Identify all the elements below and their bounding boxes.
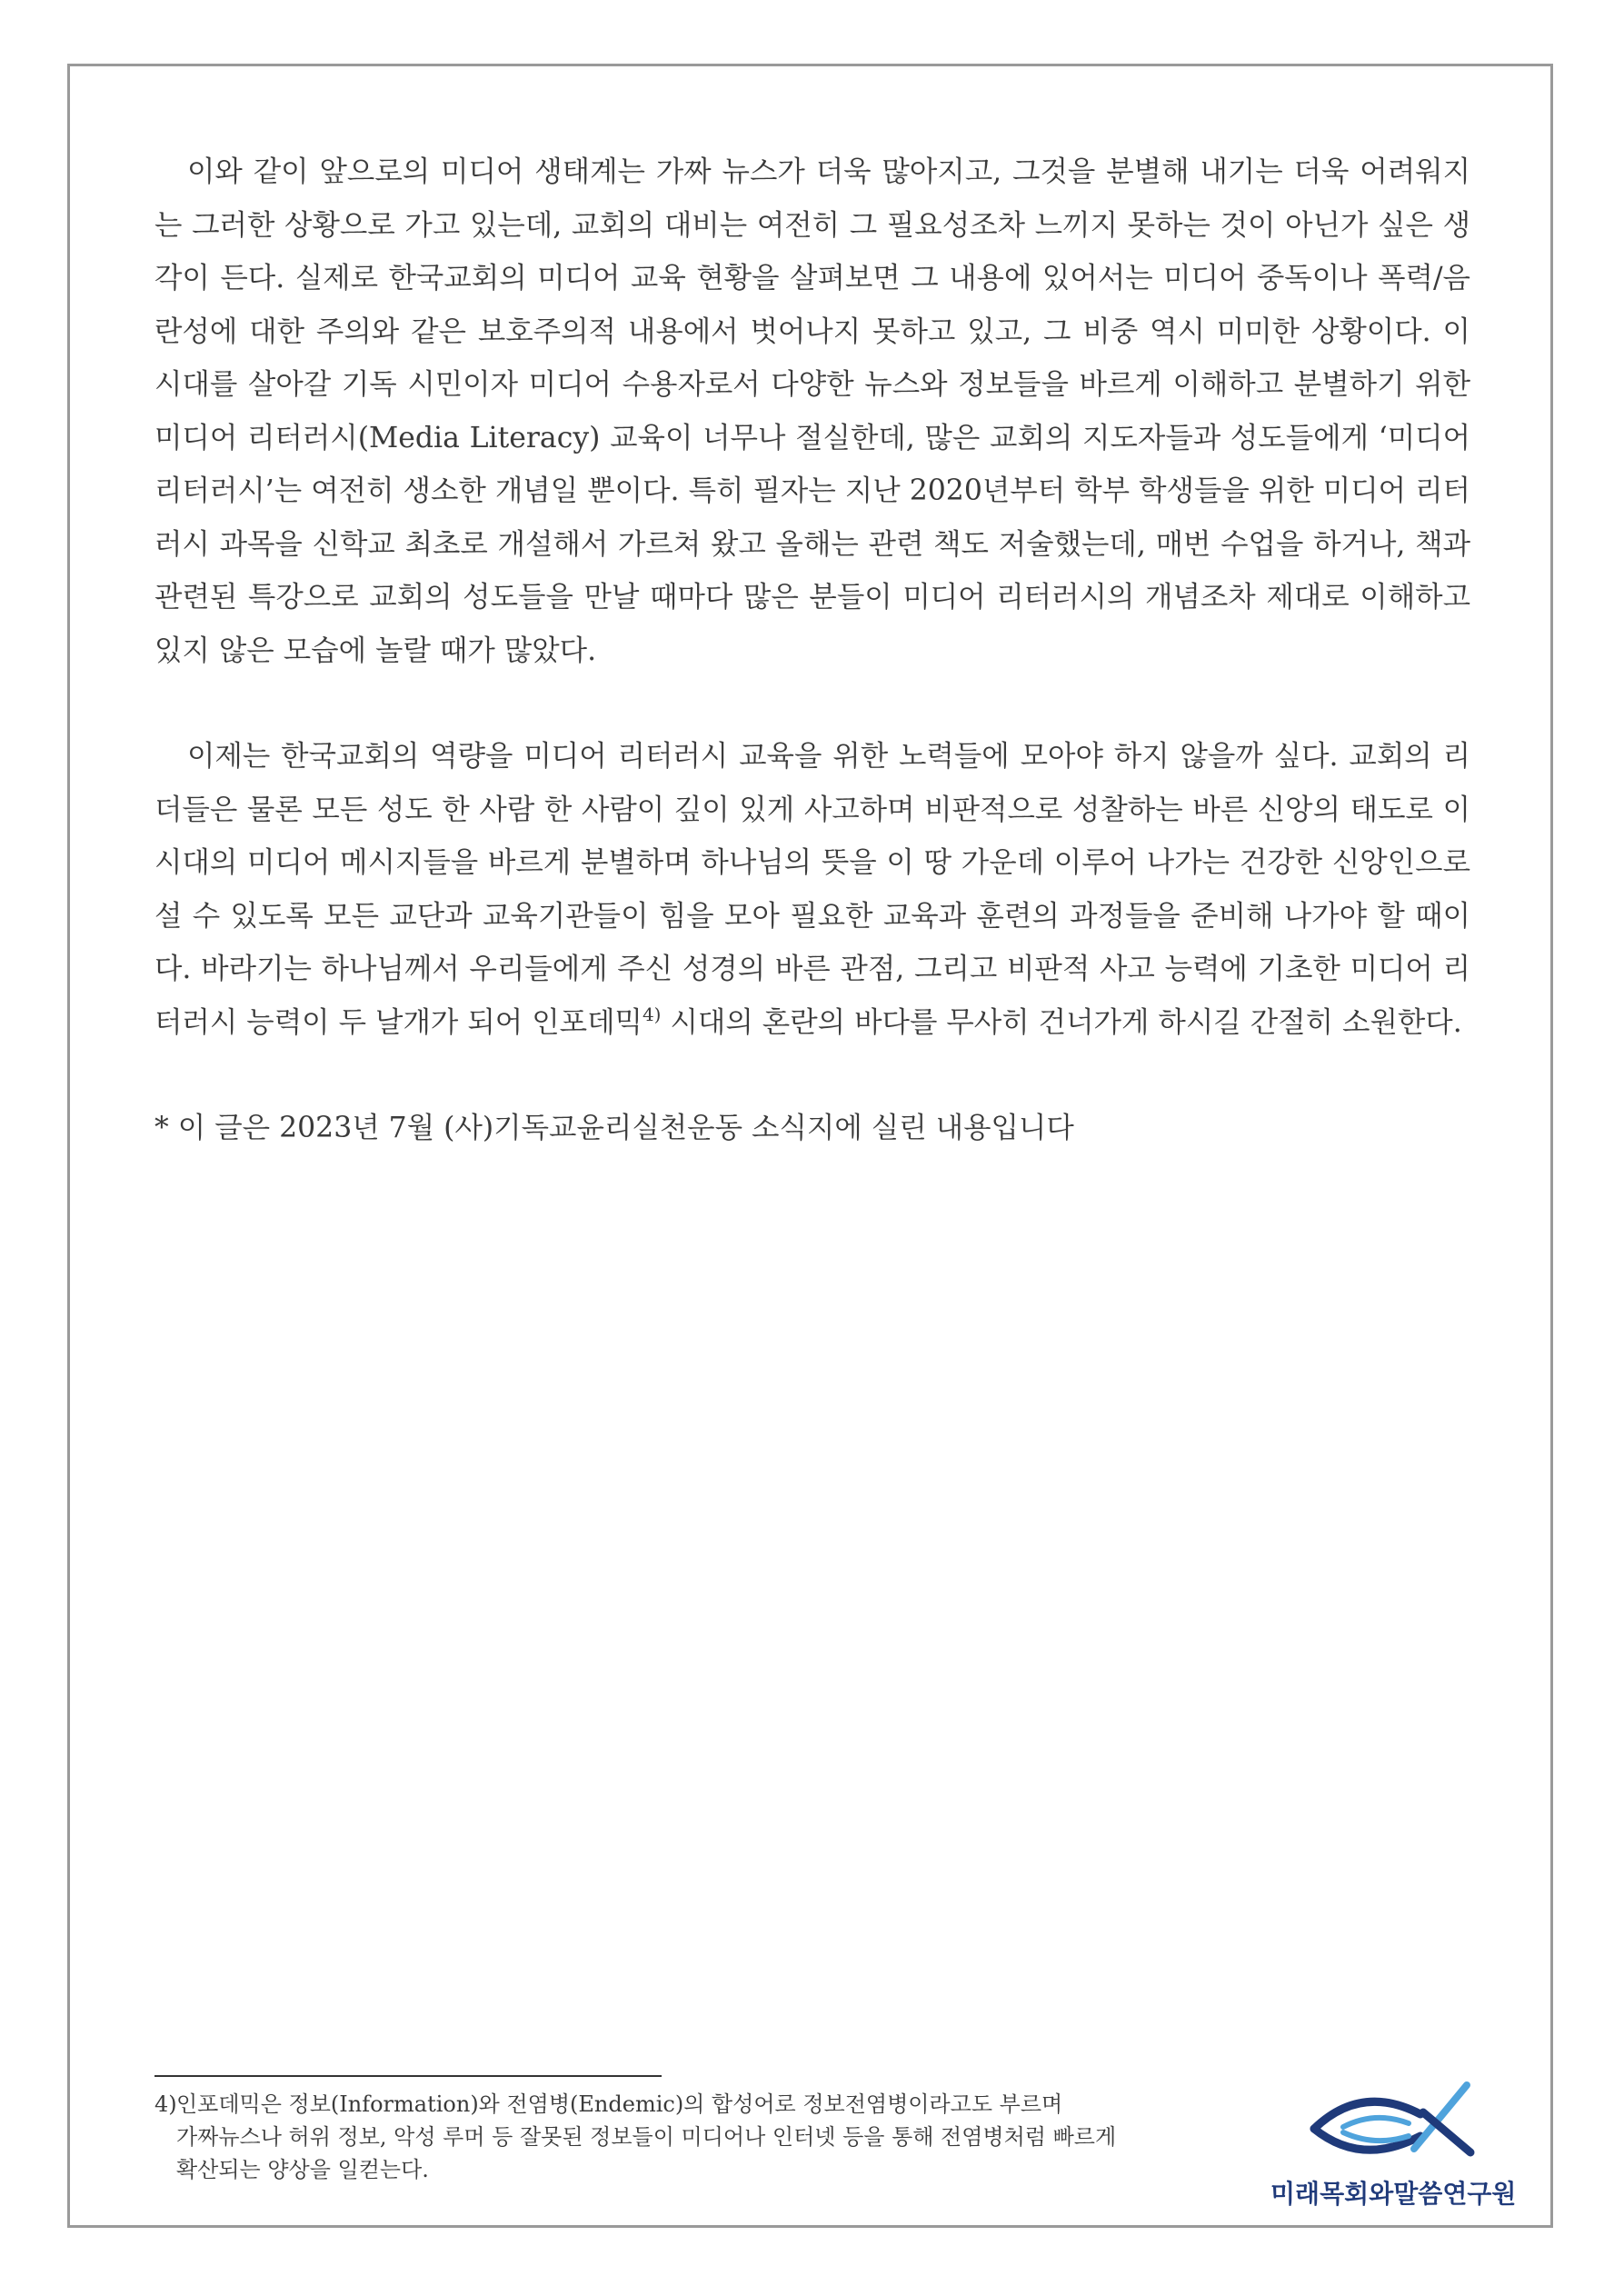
source-note: * 이 글은 2023년 7월 (사)기독교윤리실천운동 소식지에 실린 내용입니다 (154, 1112, 1074, 1144)
footnote-reference[interactable]: 4) (642, 1003, 662, 1025)
article-body (154, 145, 1470, 1155)
footnote (154, 2088, 1245, 2186)
footnote-line-1-text: 인포데믹은 정보(Information)와 전염병(Endemic)의 합성어로 정보전염병이라고도 부르며 (176, 2091, 1063, 2117)
paragraph-2 (154, 730, 1470, 1049)
fish-cross-logo-icon (1307, 2076, 1480, 2167)
paragraph-2-text-start: 이제는 한국교회의 역량을 미디어 리터러시 교육을 위한 노력들에 모아야 하지 않을까 싶다. 교회의 리더들은 물론 모든 성도 한 사람 한 사람이 깊이 있게 사고하며 비판적으로 성찰하는 바른 신앙의 태도로 이 시대의 미디어 메시지들을 바르게 분별하며 하나님의 뜻을 이 땅 가운데 이루어 나가는 건강한 신앙인으로 설 수 있도록 모든 교단과 교육기관들이 힘을 모아 필요한 교육과 훈련의 과정들을 준비해 나가야 할 때이다. 바라기는 하나님께서 우리들에게 주신 성경의 바른 관점, 그리고 비판적 사고 능력에 기초한 미디어 리터러시 능력이 두 날개가 되어 인포데믹 (154, 740, 1470, 1039)
paragraph-2-text-end: 시대의 혼란의 바다를 무사히 건너가게 하시길 간절히 소원한다. (661, 1005, 1462, 1039)
footnote-marker: 4) (154, 2091, 177, 2117)
footnote-line-3: 확산되는 양상을 일컫는다. (176, 2157, 429, 2182)
institute-name: 미래목회와말씀연구원 (1270, 2179, 1517, 2209)
paragraph-1: 이와 같이 앞으로의 미디어 생태계는 가짜 뉴스가 더욱 많아지고, 그것을 분별해 내기는 더욱 어려워지는 그러한 상황으로 가고 있는데, 교회의 대비는 여전히 그 필요성조차 느끼지 못하는 것이 아닌가 싶은 생각이 든다. 실제로 한국교회의 미디어 교육 현황을 살펴보면 그 내용에 있어서는 미디어 중독이나 폭력/음란성에 대한 주의와 같은 보호주의적 내용에서 벗어나지 못하고 있고, 그 비중 역시 미미한 상황이다. 이 시대를 살아갈 기독 시민이자 미디어 수용자로서 다양한 뉴스와 정보들을 바르게 이해하고 분별하기 위한 미디어 리터러시(Media Literacy) 교육이 너무나 절실한데, 많은 교회의 지도자들과 성도들에게 ‘미디어 리터러시’는 여전히 생소한 개념일 뿐이다. 특히 필자는 지난 2020년부터 학부 학생들을 위한 미디어 리터러시 과목을 신학교 최초로 개설해서 가르쳐 왔고 올해는 관련 책도 저술했는데, 매번 수업을 하거나, 책과 관련된 특강으로 교회의 성도들을 만날 때마다 많은 분들이 미디어 리터러시의 개념조차 제대로 이해하고 있지 않은 모습에 놀랄 때가 많았다. (154, 155, 1470, 667)
footnote-line-2: 가짜뉴스나 허위 정보, 악성 루머 등 잘못된 정보들이 미디어나 인터넷 등을 통해 전염병처럼 빠르게 (176, 2124, 1117, 2150)
footnote-line-1 (154, 2088, 1245, 2121)
footnote-divider (154, 2075, 662, 2077)
institute-logo (1270, 2076, 1516, 2212)
